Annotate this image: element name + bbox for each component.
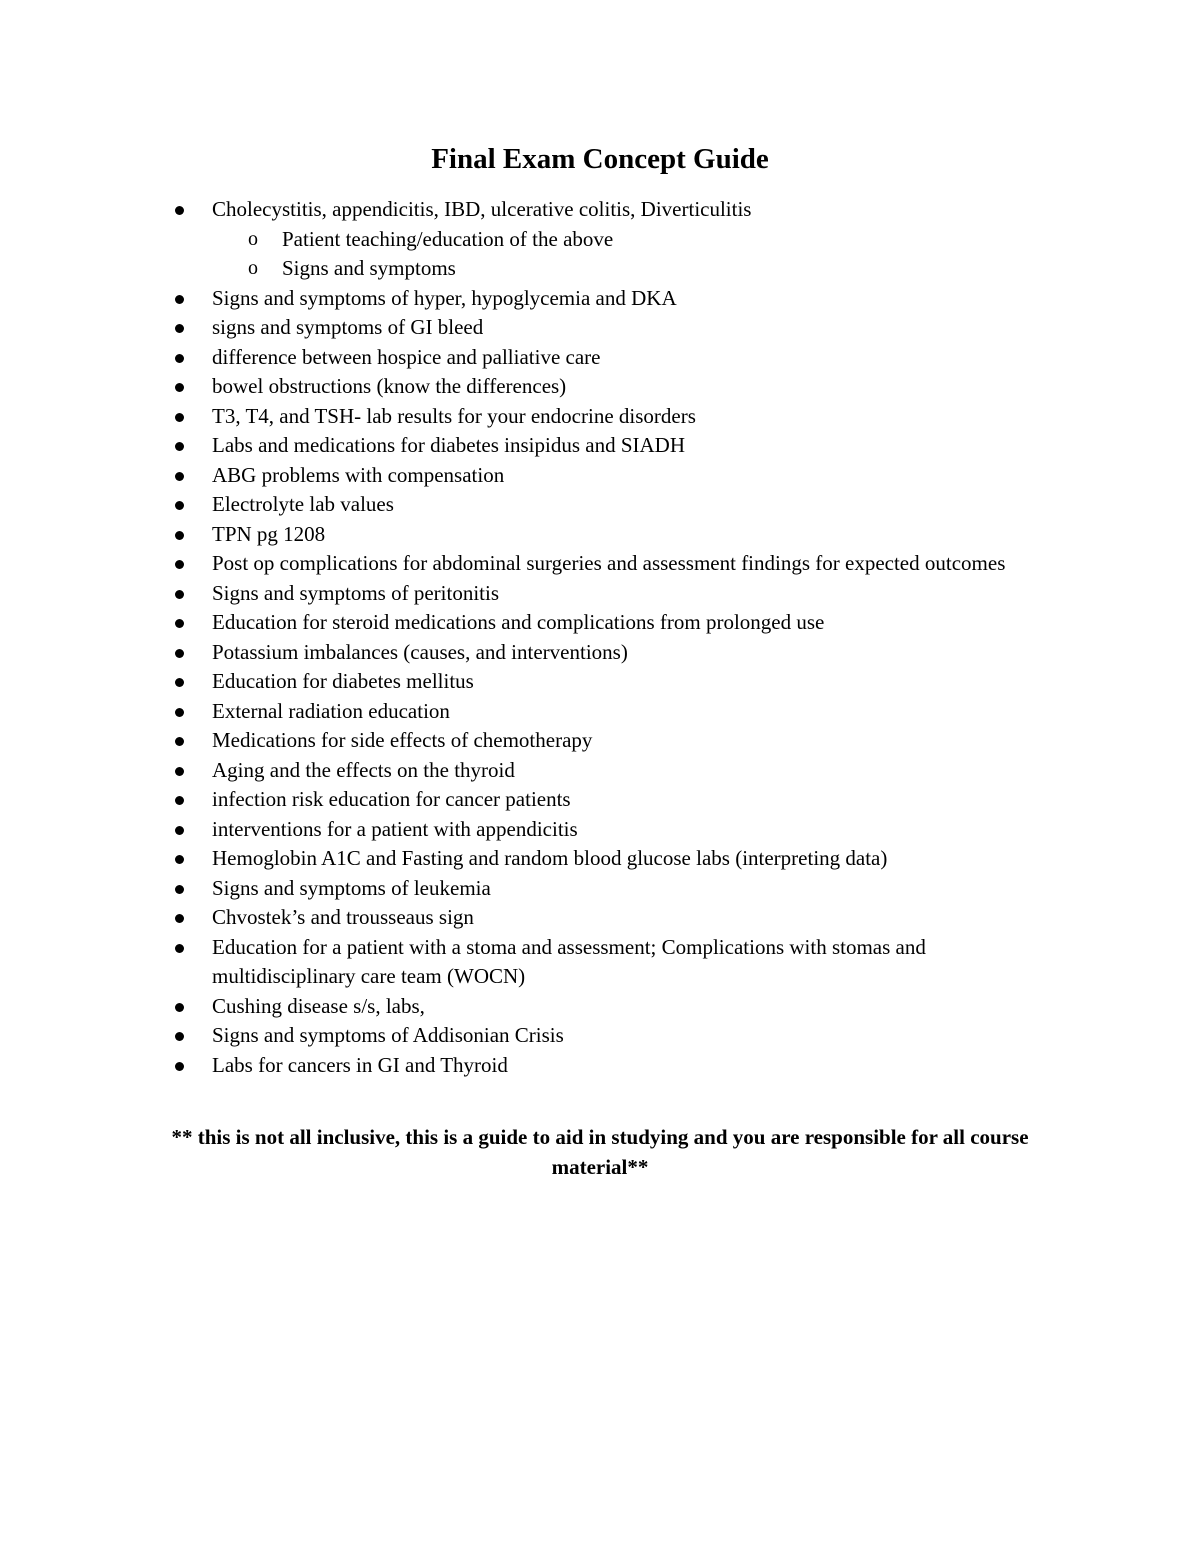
list-item-text: Education for a patient with a stoma and assessment; Complications with stomas and multidisciplinary care team (WOCN) [212, 934, 926, 988]
bullet-icon [175, 678, 184, 687]
list-item [0, 579, 1024, 609]
list-item-text: Signs and symptoms of hyper, hypoglycemia and DKA [212, 285, 677, 310]
hollow-bullet-icon: o [248, 227, 258, 250]
bullet-icon [175, 649, 184, 658]
list-item [0, 667, 1024, 697]
list-item [0, 402, 1024, 432]
bullet-icon [175, 324, 184, 333]
bullet-icon [175, 383, 184, 392]
bullet-icon [175, 737, 184, 746]
list-item-text: signs and symptoms of GI bleed [212, 315, 484, 339]
hollow-bullet-icon: o [248, 257, 258, 279]
list-item [0, 638, 1024, 668]
list-item [0, 372, 1024, 402]
list-item [0, 520, 1024, 550]
list-item-text: Education for steroid medications and complications from prolonged use [212, 610, 825, 634]
bullet-icon [175, 914, 184, 923]
bullet-icon [175, 796, 184, 805]
bullet-icon [175, 206, 184, 215]
list-item [0, 1051, 1024, 1081]
list-item-text: infection risk education for cancer patients [212, 787, 571, 811]
bullet-icon [175, 1032, 184, 1041]
bullet-icon [175, 354, 184, 363]
sub-list-item [212, 254, 1024, 284]
list-item-text: Potassium imbalances (causes, and interventions) [212, 639, 628, 664]
list-item-text: Chvostek’s and trousseaus sign [212, 905, 474, 929]
list-item [0, 1021, 1024, 1051]
footnote: ** this is not all inclusive, this is a guide to aid in studying and you are responsible for all course material** [171, 1125, 1029, 1179]
sub-list-item [212, 225, 1024, 255]
sub-list-item-text: Signs and symptoms [282, 256, 456, 280]
list-item-text: difference between hospice and palliative care [212, 344, 601, 369]
bullet-icon [175, 1003, 184, 1012]
list-item-text: bowel obstructions (know the differences) [212, 374, 567, 398]
list-item [0, 608, 1024, 638]
list-item-text: Labs for cancers in GI and Thyroid [212, 1052, 508, 1077]
bullet-icon [175, 501, 184, 510]
list-item-text: TPN pg 1208 [212, 521, 326, 546]
bullet-icon [175, 767, 184, 776]
list-item-text: Post op complications for abdominal surgeries and assessment findings for expected outcomes [212, 551, 1006, 575]
list-item [0, 844, 1024, 874]
list-item-text: Signs and symptoms of leukemia [212, 875, 491, 900]
bullet-icon [175, 855, 184, 864]
list-item-text: Electrolyte lab values [212, 492, 394, 516]
list-item-text: ABG problems with compensation [212, 462, 505, 487]
bullet-icon [175, 413, 184, 422]
list-item-text: Education for diabetes mellitus [212, 669, 474, 693]
list-item-text: interventions for a patient with appendicitis [212, 816, 578, 841]
bullet-icon [175, 442, 184, 451]
list-item [0, 549, 1024, 579]
bullet-icon [175, 826, 184, 835]
list-item [0, 933, 1024, 992]
bullet-icon [175, 708, 184, 717]
list-item [0, 726, 1024, 756]
list-item-text: Signs and symptoms of peritonitis [212, 580, 500, 605]
list-item [0, 697, 1024, 727]
bullet-icon [175, 944, 184, 953]
bullet-icon [175, 619, 184, 628]
list-item [0, 992, 1024, 1022]
list-item-text: T3, T4, and TSH- lab results for your endocrine disorders [212, 403, 696, 428]
list-item [0, 313, 1024, 343]
list-item [0, 874, 1024, 904]
bullet-icon [175, 1062, 184, 1071]
concept-list [0, 195, 1200, 1080]
list-item-text: Cushing disease s/s, labs, [212, 993, 425, 1018]
bullet-icon [175, 590, 184, 599]
bullet-icon [175, 472, 184, 481]
list-item [0, 431, 1024, 461]
list-item [0, 490, 1024, 520]
list-item [0, 461, 1024, 491]
list-item-text: Hemoglobin A1C and Fasting and random blood glucose labs (interpreting data) [212, 846, 888, 870]
list-item-text: Aging and the effects on the thyroid [212, 757, 515, 782]
bullet-icon [175, 531, 184, 540]
list-item-text: External radiation education [212, 698, 450, 723]
list-item [0, 756, 1024, 786]
list-item [0, 815, 1024, 845]
list-item [0, 195, 1024, 284]
page-title: Final Exam Concept Guide [431, 143, 769, 175]
list-item-text: Cholecystitis, appendicitis, IBD, ulcerative colitis, Diverticulitis [212, 197, 752, 221]
bullet-icon [175, 295, 184, 304]
bullet-icon [175, 885, 184, 894]
list-item [0, 284, 1024, 314]
bullet-icon [175, 560, 184, 569]
list-item-text: Medications for side effects of chemotherapy [212, 728, 593, 752]
sub-list-item-text: Patient teaching/education of the above [282, 226, 614, 251]
list-item [0, 785, 1024, 815]
sub-list [212, 225, 1024, 284]
list-item-text: Labs and medications for diabetes insipidus and SIADH [212, 433, 685, 457]
list-item-text: Signs and symptoms of Addisonian Crisis [212, 1023, 564, 1047]
list-item [0, 343, 1024, 373]
list-item [0, 903, 1024, 933]
